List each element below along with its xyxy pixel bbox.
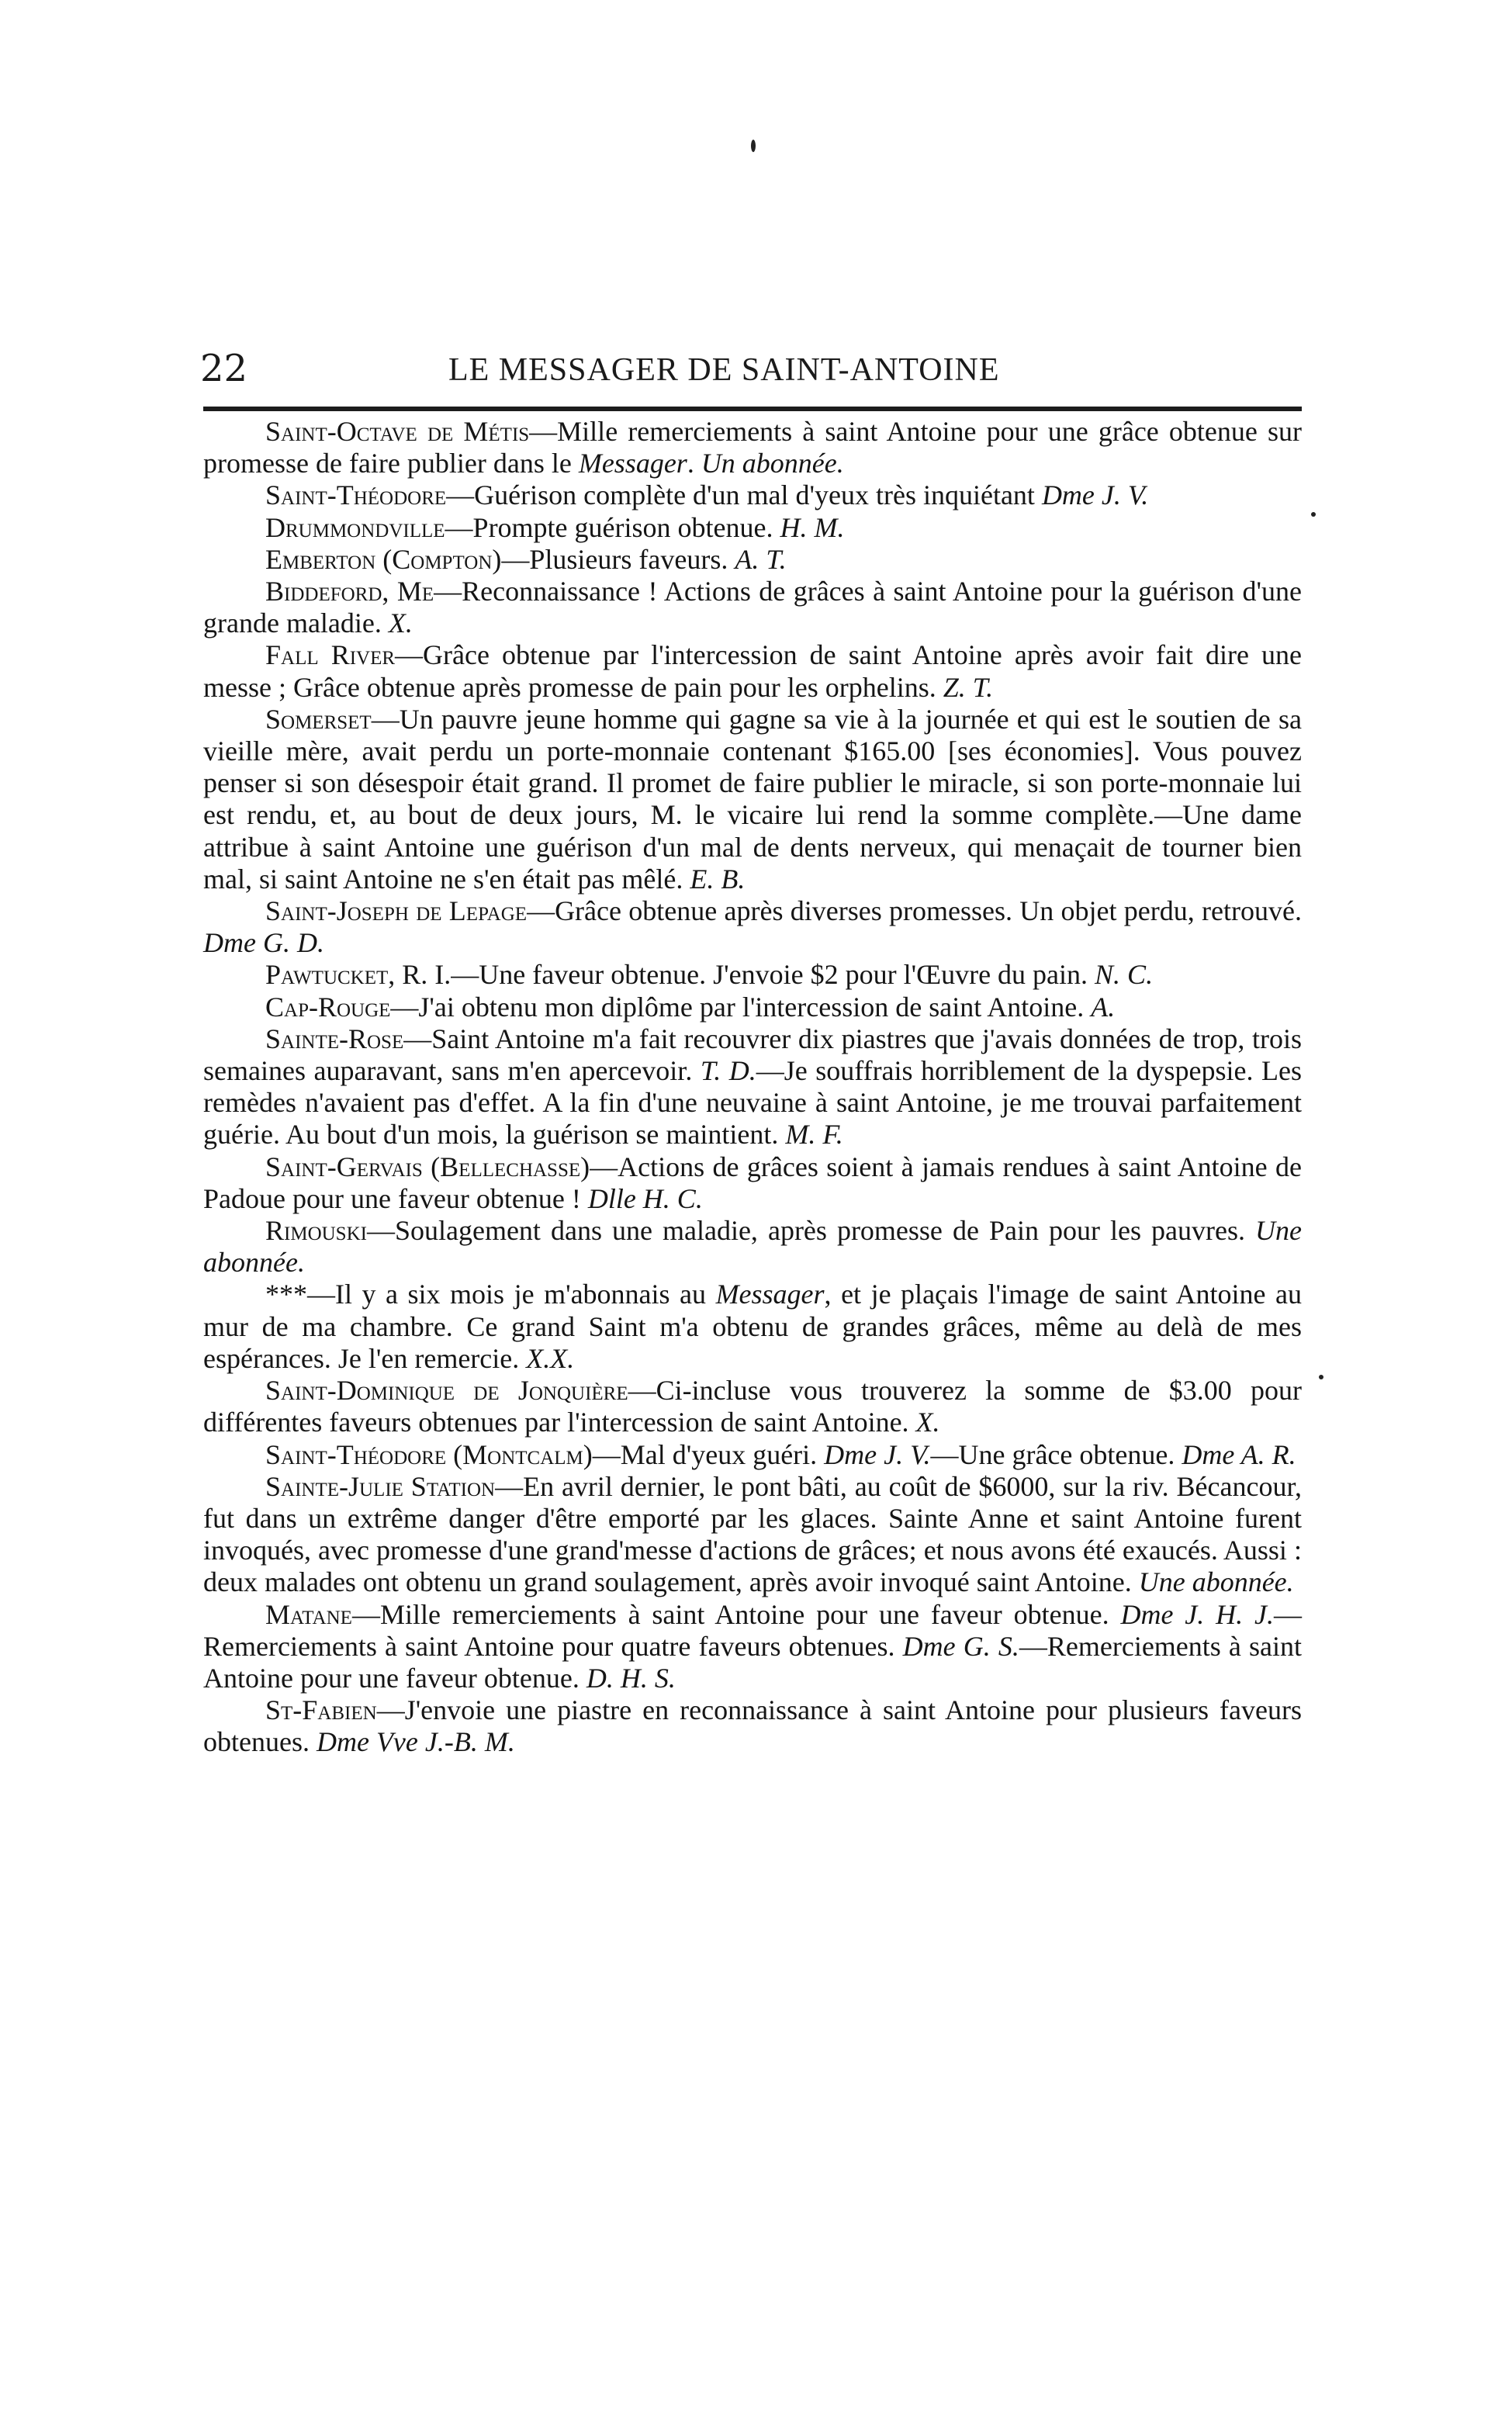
entry-signature: Dme J. V. [1041, 479, 1149, 511]
entry-text: . [687, 448, 701, 479]
entry [203, 959, 1302, 991]
entry-signature: Dlle H. C. [587, 1182, 703, 1214]
entry-text: —Soulagement dans une maladie, après promesse de Pain pour les pauvres. [366, 1215, 1256, 1247]
entry-text: —Guérison complète d'un mal d'yeux très inquiétant [446, 479, 1042, 511]
entry-signature: M. F. [785, 1119, 843, 1151]
entry-place: Saint-Gervais (Bellechasse) [265, 1151, 590, 1182]
entry-place: Matane [265, 1598, 352, 1630]
entry-text: —J'ai obtenu mon diplôme par l'intercession de saint Antoine. [390, 991, 1092, 1023]
entry-periodical-title: Messager [715, 1279, 825, 1310]
entry-text: —Remerciements à saint Antoine pour une faveur obtenue. [203, 1630, 1302, 1694]
entry [203, 1279, 1302, 1375]
entry-text: —En avril dernier, le pont bâti, au coût de $6000, sur la riv. Bécancour, fut dans un extrême danger d'être emporté par les glaces. Sainte Anne et saint Antoine furent invoqués, avec promesse d'une grand'messe d'actions de grâces; et nous avons été exaucés. Aussi : deux malades ont obtenu un grand soulagement, après avoir invoqué saint Antoine. [203, 1470, 1302, 1598]
entry-place: Fall River [265, 639, 396, 671]
entry-text: —Un pauvre jeune homme qui gagne sa vie à la journée et qui est le soutien de sa vieille mère, avait perdu un porte-monnaie contenant $165.00 [ses économies]. Vous pouvez penser si son désespoir était grand. Il promet de faire publier le miracle, si son porte-monnaie lui est rendu, et, au bout de deux jours, M. le vicaire lui rend la somme complète.—Une dame attribue à saint Antoine une guérison d'un mal de dents nerveux, qui menaçait de tourner bien mal, si saint Antoine ne s'en était pas mêlé. [203, 703, 1302, 895]
entry-text: —Grâce obtenue après diverses promesses. Un objet perdu, retrouvé. [527, 895, 1302, 927]
entry-signature: Dme J. H. J. [1120, 1598, 1274, 1630]
entry-text: —Mille remerciements à saint Antoine pour une faveur obtenue. [351, 1598, 1121, 1630]
entry-text: —Remerciements à saint Antoine pour quatre faveurs obtenues. [203, 1598, 1302, 1662]
entry-text: , et je plaçais l'image de saint Antoine au mur de ma chambre. Ce grand Saint m'a obtenu de grandes grâces, même au delà de mes espérances. Je l'en remercie. [203, 1279, 1302, 1374]
entry-place: Emberton (Compton) [265, 543, 502, 575]
entry-text: —Une grâce obtenue. [930, 1438, 1182, 1470]
entry-signature: D. H. S. [586, 1662, 676, 1694]
entry [203, 1375, 1302, 1438]
entry-signature: Dme J. V. [824, 1438, 931, 1470]
entry-text: —Mal d'yeux guéri. [592, 1438, 825, 1470]
header-rule [203, 407, 1302, 411]
entry [203, 639, 1302, 703]
entry-text: —Prompte guérison obtenue. [445, 511, 780, 543]
entry-signature: Dme A. R. [1182, 1438, 1296, 1470]
entry-signature: A. T. [735, 543, 787, 575]
entry-signature: Dme G. S. [902, 1630, 1019, 1662]
entry-place: Pawtucket, R. I. [265, 959, 452, 991]
entry-signature: X. [915, 1407, 940, 1438]
entry [203, 1439, 1302, 1471]
entry-signature: X.X. [526, 1342, 575, 1374]
entry [203, 1023, 1302, 1151]
entry-place: Drummondville [265, 511, 445, 543]
entry-signature: Un abonnée. [701, 448, 844, 479]
entry [203, 1151, 1302, 1215]
entry-text: —Reconnaissance ! Actions de grâces à saint Antoine pour la guérison d'une grande maladie. [203, 576, 1303, 639]
entry [203, 416, 1302, 479]
entry-place: Saint-Théodore (Montcalm) [265, 1438, 593, 1470]
entry-signature: Dme Vve J.-B. M. [316, 1726, 515, 1758]
entry-signature: Une abonnée. [1138, 1566, 1294, 1598]
entry-place: Sainte-Rose [265, 1023, 404, 1054]
entry-text: —Mille remerciements à saint Antoine pour une grâce obtenue sur promesse de faire publier dans le [203, 416, 1302, 479]
entry-place: Rimouski [265, 1215, 367, 1247]
entry-text: —Je souffrais horriblement de la dyspepsie. Les remèdes n'avaient pas d'effet. A la fin d'une neuvaine à saint Antoine, je me trouvai parfaitement guérie. Au bout d'un mois, la guérison se maintient. [203, 1055, 1302, 1151]
entry-text: —Grâce obtenue par l'intercession de saint Antoine après avoir fait dire une messe ; Grâce obtenue après promesse de pain pour les orphelins. [203, 639, 1302, 703]
print-speck [1311, 512, 1316, 517]
entry-place: *** [265, 1279, 307, 1310]
article-body [203, 416, 1302, 1759]
entry-periodical-title: Messager [578, 448, 687, 479]
entry-text: —Il y a six mois je m'abonnais au [307, 1279, 716, 1310]
entry [203, 1215, 1302, 1279]
entry-place: Saint-Théodore [265, 479, 447, 511]
entry-signature: E. B. [690, 863, 746, 895]
entry-signature: T. D. [700, 1055, 756, 1087]
entry-signature: Z. T. [943, 671, 994, 703]
entry-text: —Une faveur obtenue. J'envoie $2 pour l'Œuvre du pain. [451, 959, 1095, 991]
entry [203, 704, 1302, 895]
entry [203, 1471, 1302, 1599]
entry-signature: A. [1091, 991, 1116, 1023]
entry [203, 895, 1302, 959]
entry-signature: X. [388, 607, 413, 639]
entry-text: —Saint Antoine m'a fait recouvrer dix piastres que j'avais données de trop, trois semaines auparavant, sans m'en apercevoir. [203, 1023, 1302, 1087]
entry-text: —Plusieurs faveurs. [501, 543, 735, 575]
entry-place: Saint-Octave de Métis [265, 416, 530, 447]
entry [203, 576, 1302, 639]
entry [203, 479, 1302, 511]
entry-signature: Une abonnée. [203, 1215, 1302, 1279]
entry-place: Saint-Dominique de Jonquière [265, 1375, 628, 1407]
entry-place: Saint-Joseph de Lepage [265, 895, 528, 927]
entry-place: Sainte-Julie Station [265, 1470, 496, 1502]
entry-place: Cap-Rouge [265, 991, 391, 1023]
entry-place: Biddeford, Me [265, 576, 434, 607]
entry [203, 1694, 1302, 1758]
print-speck [1319, 1375, 1323, 1379]
entry [203, 992, 1302, 1023]
page-number: 22 [200, 347, 248, 390]
entry [203, 1599, 1302, 1695]
entry-text: —Ci-incluse vous trouverez la somme de $3.00 pour différentes faveurs obtenues par l'intercession de saint Antoine. [203, 1375, 1302, 1438]
entry-text: —J'envoie une piastre en reconnaissance à saint Antoine pour plusieurs faveurs obtenues. [203, 1694, 1302, 1758]
entry-signature: Dme G. D. [203, 927, 324, 959]
entry-text: —Actions de grâces soient à jamais rendues à saint Antoine de Padoue pour une faveur obtenue ! [203, 1151, 1302, 1214]
entry-signature: N. C. [1095, 959, 1154, 991]
entry-place: St-Fabien [265, 1694, 377, 1726]
entry-place: Somerset [265, 703, 372, 735]
entry-signature: H. M. [780, 511, 845, 543]
running-title: LE MESSAGER DE SAINT-ANTOINE [448, 352, 1000, 388]
entry [203, 512, 1302, 544]
page-header [200, 345, 1302, 392]
print-speck [751, 140, 756, 152]
entry [203, 544, 1302, 576]
